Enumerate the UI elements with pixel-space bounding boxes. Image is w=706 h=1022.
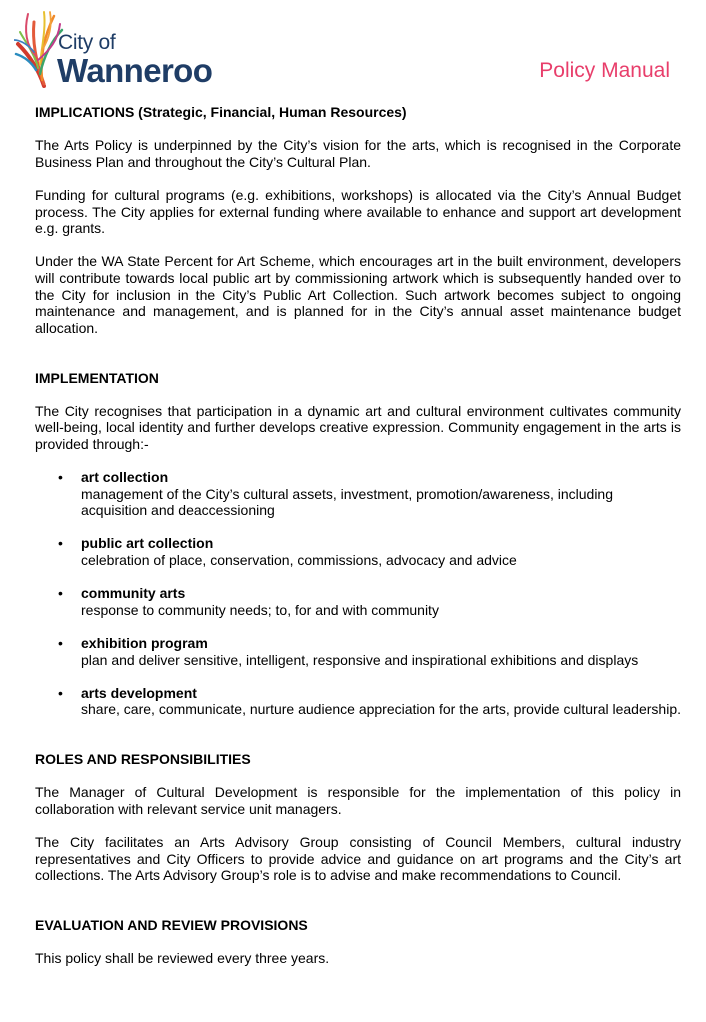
implementation-list <box>35 469 681 718</box>
document-body <box>35 104 681 967</box>
bullet-icon: • <box>58 635 63 651</box>
roles-paragraph: The City facilitates an Arts Advisory Group consisting of Council Members, cultural industry representatives and City Officers to provide advice and guidance on art programs and the City’s art collections. The Arts Advisory Group’s role is to advise and make recommendations to Council. <box>35 834 681 884</box>
list-item-title: community arts <box>81 585 186 602</box>
implementation-heading: IMPLEMENTATION <box>35 369 159 386</box>
policy-manual-title: Policy Manual <box>539 59 670 82</box>
list-item-title: arts development <box>81 684 197 701</box>
bullet-icon: • <box>58 535 63 552</box>
city-logo <box>14 10 244 90</box>
page-header <box>0 0 706 100</box>
implementation-intro: The City recognises that participation in a dynamic art and cultural environment cultivates community well-being, local identity and further develops creative expression. Community engagement in the arts is provided through:- <box>35 402 681 452</box>
bullet-icon: • <box>58 469 63 486</box>
list-item-description: response to community needs; to, for and with community <box>81 601 439 618</box>
logo-wanneroo: Wanneroo <box>57 52 213 89</box>
evaluation-heading: EVALUATION AND REVIEW PROVISIONS <box>35 917 308 934</box>
implications-paragraph: Funding for cultural programs (e.g. exhibitions, workshops) is allocated via the City’s Annual Budget process. The City applies for external funding where available to enhance and support art development e.g. grants. <box>35 186 681 237</box>
list-item-description: share, care, communicate, nurture audience appreciation for the arts, provide cultural leadership. <box>81 701 681 718</box>
list-item <box>35 685 681 718</box>
list-item <box>35 469 681 519</box>
list-item <box>35 535 681 568</box>
list-item-title: exhibition program <box>81 635 208 651</box>
list-item <box>35 635 681 668</box>
logo-city-of: City of <box>58 31 116 54</box>
list-item <box>35 585 681 618</box>
bullet-icon: • <box>58 585 63 602</box>
evaluation-paragraph: This policy shall be reviewed every three years. <box>35 950 330 967</box>
list-item-title: public art collection <box>81 535 214 552</box>
roles-paragraph: The Manager of Cultural Development is responsible for the implementation of this policy in collaboration with relevant service unit managers. <box>35 784 681 817</box>
list-item-title: art collection <box>81 469 169 486</box>
list-item-description: celebration of place, conservation, commissions, advocacy and advice <box>81 552 517 569</box>
list-item-description: management of the City’s cultural assets, investment, promotion/awareness, including acquisition and deaccessioning <box>81 485 614 519</box>
implications-paragraph: The Arts Policy is underpinned by the City’s vision for the arts, which is recognised in the Corporate Business Plan and throughout the City’s Cultural Plan. <box>35 137 681 170</box>
implications-heading: IMPLICATIONS (Strategic, Financial, Human Resources) <box>35 104 407 120</box>
list-item-description: plan and deliver sensitive, intelligent, responsive and inspirational exhibitions and displays <box>81 651 639 668</box>
implications-paragraph: Under the WA State Percent for Art Scheme, which encourages art in the built environment, developers will contribute towards local public art by commissioning artwork which is subsequently handed over to the City for inclusion in the City’s Public Art Collection. Such artwork becomes subject to ongoing maintenance and management, and is planned for in the City’s annual asset maintenance budget allocation. <box>35 253 681 336</box>
roles-heading: ROLES AND RESPONSIBILITIES <box>35 751 251 768</box>
bullet-icon: • <box>58 684 63 701</box>
